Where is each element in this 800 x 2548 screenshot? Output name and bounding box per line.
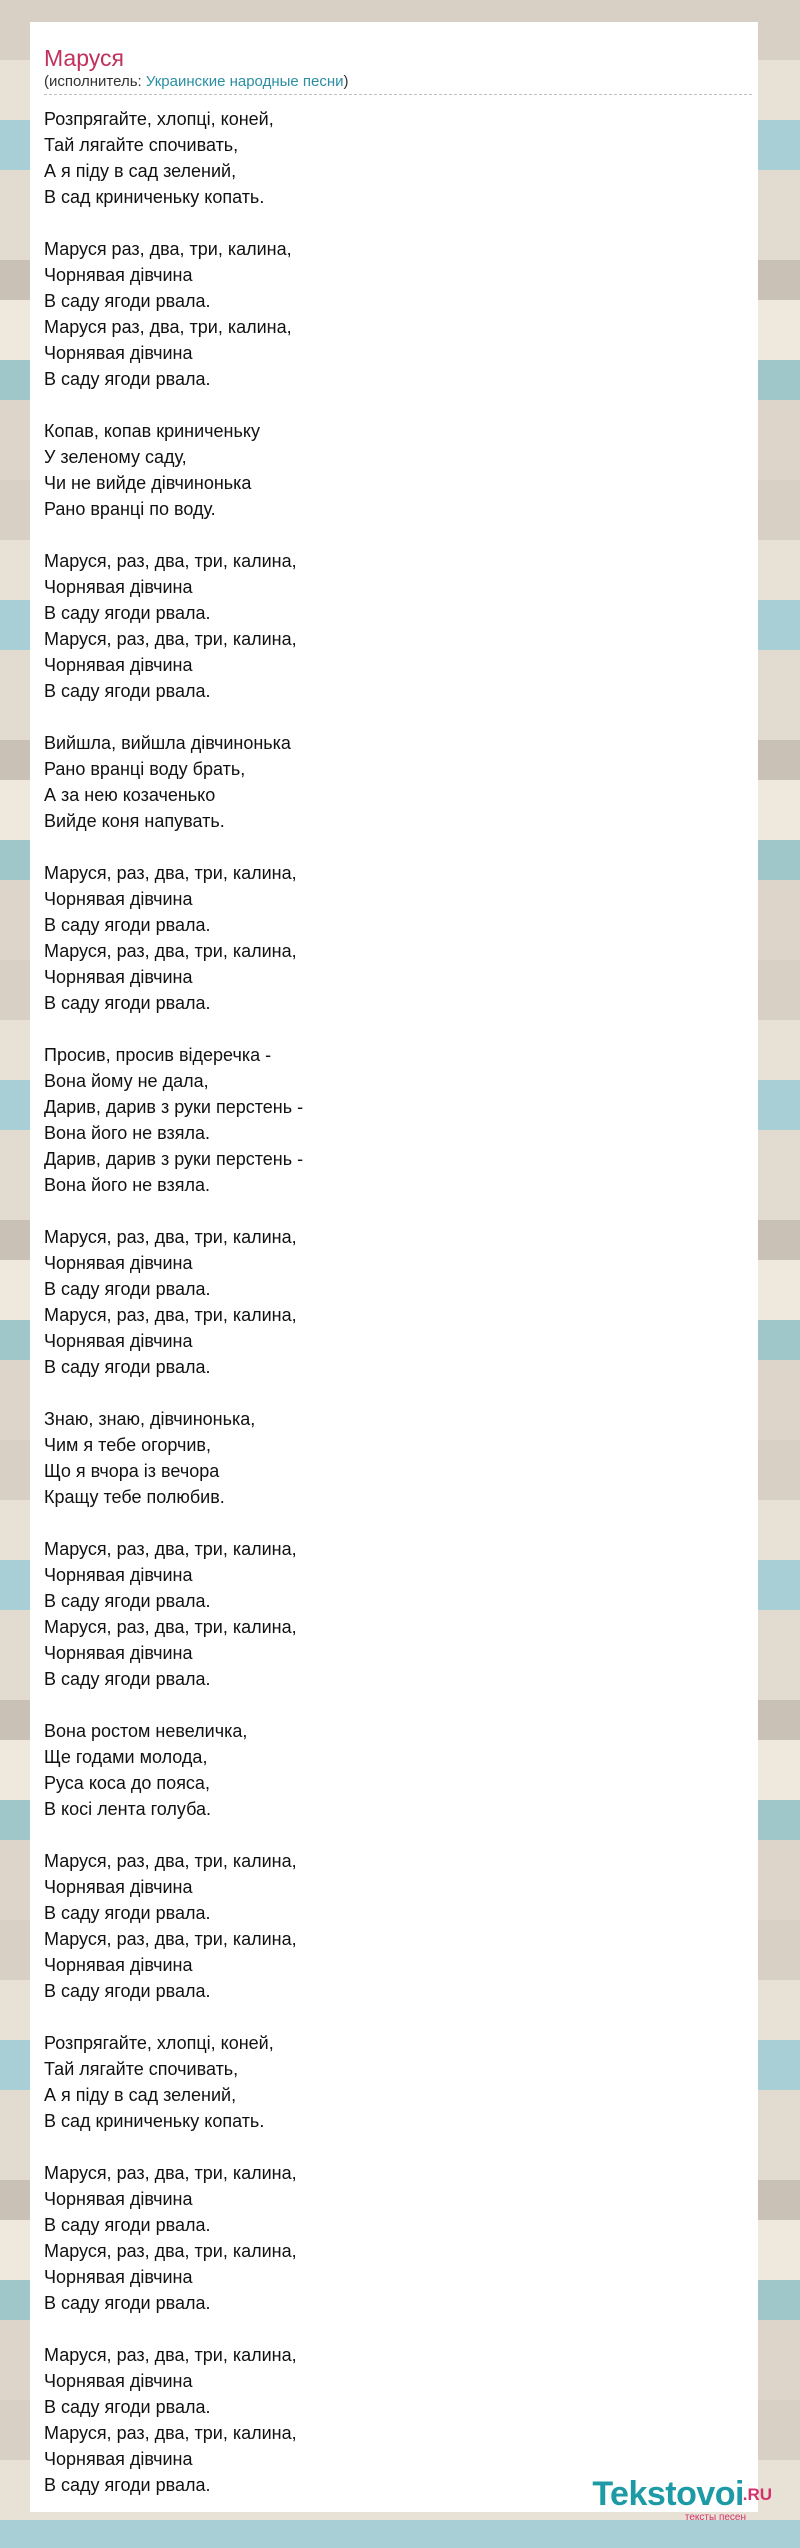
lyrics-line: Маруся, раз, два, три, калина, — [44, 941, 297, 961]
lyrics-line: В саду ягоди рвала. — [44, 1903, 211, 1923]
lyrics-stanza — [44, 1536, 303, 1692]
performer-link[interactable]: Украинские народные песни — [145, 73, 344, 90]
lyrics-line: В саду ягоди рвала. — [44, 291, 211, 311]
lyrics-line: Чорнявая дівчина — [44, 2189, 193, 2209]
lyrics-line: Маруся, раз, два, три, калина, — [44, 1929, 297, 1949]
lyrics-line: Ще годами молода, — [44, 1747, 208, 1767]
logo-tagline: тексты песен — [684, 2512, 746, 2523]
lyrics-line: Маруся, раз, два, три, калина, — [44, 2241, 297, 2261]
lyrics-line: Рано вранці по воду. — [44, 499, 216, 519]
lyrics-line: Тай лягайте спочивать, — [44, 2059, 239, 2079]
lyrics-line: Маруся, раз, два, три, калина, — [44, 1227, 297, 1247]
lyrics-stanza — [44, 418, 303, 522]
lyrics-line: В саду ягоди рвала. — [44, 915, 211, 935]
lyrics-line: Маруся, раз, два, три, калина, — [44, 2345, 297, 2365]
lyrics-line: В саду ягоди рвала. — [44, 603, 211, 623]
lyrics-line: Маруся, раз, два, три, калина, — [44, 1851, 297, 1871]
lyrics-line: В саду ягоди рвала. — [44, 2475, 211, 2495]
lyrics-stanza — [44, 236, 303, 392]
lyrics-line: Чорнявая дівчина — [44, 2449, 193, 2469]
lyrics-line: Маруся, раз, два, три, калина, — [44, 1305, 297, 1325]
lyrics-line: Розпрягайте, хлопці, коней, — [44, 109, 274, 129]
lyrics-line: В саду ягоди рвала. — [44, 2397, 211, 2417]
lyrics-line: Вийшла, вийшла дівчинонька — [44, 733, 291, 753]
lyrics-line: В саду ягоди рвала. — [44, 1279, 211, 1299]
lyrics-line: А я піду в сад зелений, — [44, 2085, 237, 2105]
lyrics-stanza — [44, 1042, 303, 1198]
lyrics-line: Знаю, знаю, дівчинонька, — [44, 1409, 256, 1429]
performer-line — [44, 72, 349, 92]
lyrics-line: Чорнявая дівчина — [44, 2267, 193, 2287]
lyrics-line: Чорнявая дівчина — [44, 577, 193, 597]
lyrics-line: Чорнявая дівчина — [44, 889, 193, 909]
logo-wordmark: Tekstovoi — [592, 2475, 744, 2513]
lyrics-line: Чорнявая дівчина — [44, 265, 193, 285]
lyrics-line: Тай лягайте спочивать, — [44, 135, 239, 155]
lyrics-line: Дарив, дарив з руки перстень - — [44, 1097, 304, 1117]
lyrics-line: В саду ягоди рвала. — [44, 681, 211, 701]
lyrics-line: Вона йому не дала, — [44, 1071, 209, 1091]
title-divider — [44, 94, 752, 95]
lyrics-line: Рано вранці воду брать, — [44, 759, 246, 779]
lyrics-stanza — [44, 1848, 303, 2004]
lyrics-line: Маруся раз, два, три, калина, — [44, 239, 292, 259]
lyrics-stanza — [44, 2342, 303, 2498]
lyrics-line: В саду ягоди рвала. — [44, 1357, 211, 1377]
lyrics-line: В саду ягоди рвала. — [44, 2293, 211, 2313]
lyrics-line: Маруся, раз, два, три, калина, — [44, 629, 297, 649]
lyrics-line: Просив, просив відеречка - — [44, 1045, 272, 1065]
lyrics-line: Чи не вийде дівчинонька — [44, 473, 252, 493]
lyrics-line: Що я вчора із вечора — [44, 1461, 220, 1481]
lyrics-text — [44, 106, 303, 2524]
lyrics-line: Чорнявая дівчина — [44, 343, 193, 363]
lyrics-line: Дарив, дарив з руки перстень - — [44, 1149, 304, 1169]
lyrics-stanza — [44, 730, 303, 834]
lyrics-stanza — [44, 860, 303, 1016]
lyrics-line: В сад криниченьку копать. — [44, 187, 265, 207]
lyrics-line: Чорнявая дівчина — [44, 655, 193, 675]
lyrics-line: Вона його не взяла. — [44, 1123, 211, 1143]
lyrics-line: Чорнявая дівчина — [44, 1565, 193, 1585]
lyrics-line: Маруся, раз, два, три, калина, — [44, 1539, 297, 1559]
lyrics-line: Вона його не взяла. — [44, 1175, 211, 1195]
lyrics-line: Чим я тебе огорчив, — [44, 1435, 211, 1455]
lyrics-line: Маруся, раз, два, три, калина, — [44, 2423, 297, 2443]
lyrics-line: А я піду в сад зелений, — [44, 161, 237, 181]
lyrics-line: Вийде коня напувать. — [44, 811, 225, 831]
lyrics-line: Маруся, раз, два, три, калина, — [44, 551, 297, 571]
lyrics-line: Маруся, раз, два, три, калина, — [44, 1617, 297, 1637]
lyrics-line: Кращу тебе полюбив. — [44, 1487, 225, 1507]
lyrics-line: В саду ягоди рвала. — [44, 993, 211, 1013]
lyrics-stanza — [44, 1718, 303, 1822]
lyrics-line: Чорнявая дівчина — [44, 2371, 193, 2391]
lyrics-line: Вона ростом невеличка, — [44, 1721, 248, 1741]
performer-suffix: ) — [343, 73, 349, 90]
lyrics-line: Чорнявая дівчина — [44, 1643, 193, 1663]
lyrics-line: Маруся раз, два, три, калина, — [44, 317, 292, 337]
lyrics-line: В саду ягоди рвала. — [44, 1591, 211, 1611]
lyrics-line: Маруся, раз, два, три, калина, — [44, 863, 297, 883]
lyrics-line: Чорнявая дівчина — [44, 967, 193, 987]
lyrics-line: В косі лента голуба. — [44, 1799, 212, 1819]
lyrics-stanza — [44, 1406, 303, 1510]
lyrics-line: Руса коса до пояса, — [44, 1773, 210, 1793]
performer-prefix: (исполнитель: — [44, 73, 146, 90]
lyrics-card — [30, 22, 758, 2512]
lyrics-stanza — [44, 1224, 303, 1380]
lyrics-stanza — [44, 548, 303, 704]
lyrics-line: Чорнявая дівчина — [44, 1877, 193, 1897]
lyrics-line: В саду ягоди рвала. — [44, 1981, 211, 2001]
lyrics-line: Розпрягайте, хлопці, коней, — [44, 2033, 274, 2053]
lyrics-line: У зеленому саду, — [44, 447, 187, 467]
page-title: Маруся — [44, 45, 124, 71]
lyrics-line: В саду ягоди рвала. — [44, 369, 211, 389]
lyrics-line: Копав, копав криниченьку — [44, 421, 260, 441]
lyrics-stanza — [44, 106, 303, 210]
lyrics-line: В сад криниченьку копать. — [44, 2111, 265, 2131]
lyrics-line: Чорнявая дівчина — [44, 1253, 193, 1273]
site-logo[interactable] — [542, 2474, 772, 2524]
lyrics-line: Маруся, раз, два, три, калина, — [44, 2163, 297, 2183]
lyrics-line: А за нею козаченько — [44, 785, 216, 805]
lyrics-line: Чорнявая дівчина — [44, 1331, 193, 1351]
lyrics-stanza — [44, 2160, 303, 2316]
lyrics-line: В саду ягоди рвала. — [44, 1669, 211, 1689]
lyrics-line: Чорнявая дівчина — [44, 1955, 193, 1975]
lyrics-stanza — [44, 2030, 303, 2134]
logo-domain: .RU — [742, 2485, 772, 2504]
lyrics-line: В саду ягоди рвала. — [44, 2215, 211, 2235]
